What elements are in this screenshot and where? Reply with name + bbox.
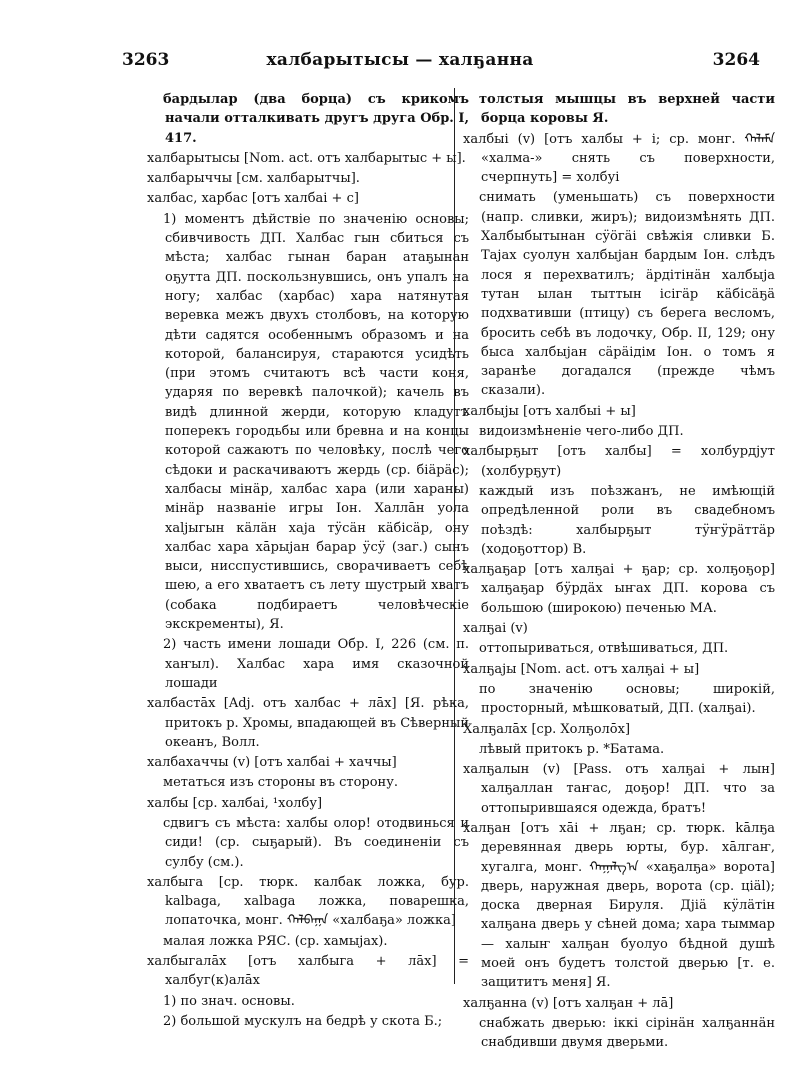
entry-definition: сдвигъ съ мѣста: халбы олор! отодвинься и сиди! (ср. сыҕарый). Въ соединеніи съ сулбу (см.). — [163, 815, 469, 870]
dictionary-entry: халбас, харбас [отъ халбаі + с] — [147, 191, 359, 207]
right-column — [463, 90, 775, 1054]
entry-definition: каждый изъ поѣзжанъ, не имѣющій опредѣленной роли въ свадебномъ поѣздѣ: халбырҕыт тӱҥӱрäттäр (ходоҕоттор) В. — [479, 483, 775, 557]
dictionary-entry: халҕалын (v) [Pass. отъ халҕаі + лын] халҕаллан таҥас, доҕор! ДП. что за оттопырившаяся одежда, братъ! — [463, 762, 775, 816]
page-header — [0, 50, 800, 76]
entry-definition: метаться изъ стороны въ сторону. — [163, 775, 398, 791]
entry-definition: бардылар (два борца) съ крикомъ начали отталкивать другъ друга Обр. І, 417. — [163, 92, 469, 146]
entry-definition: толстыя мышцы въ верхней части борца коровы Я. — [479, 92, 775, 127]
dictionary-entry: Халҕалāх [ср. Холҕолōх] — [463, 721, 631, 737]
dictionary-entry: халҕаі (v) — [463, 621, 528, 637]
left-column — [147, 90, 469, 1032]
running-title: халбарытысы — халҕанна — [266, 50, 534, 70]
entry-definition: снимать (уменьшать) съ поверхности (напр. сливки, жиръ); видоизмѣнять ДП. Халбыбытынан сӱöгäі свѣжія сливки Б. Таjах суолун халбыjан бардым Іон. слѣдъ лося я перехватилъ; äрдітінäн халбыjа тутан ылан тыттын ісігäр кäбісäҕä подхвативши (птицу) съ берега весломъ, бросить себѣ въ лодочку, Обр. II, 129; ону быса халбыjан сäрäідім Іон. о томъ я заранѣе догадался (прежде чѣмъ сказали). — [479, 190, 775, 399]
dictionary-entry: халбыга [ср. тюрк. калбак ложка, бур. kalbaga, xalbaga ложка, поварешка, лопаточка, монг. ᠬᠠᠯᠪᠠᠭᠠ «халбаҕа» ложка] — [147, 874, 469, 929]
dictionary-entry: халҕаҕар [отъ халҕаі + ҕар; ср. холҕоҕор] халҕаҕар бӱрдäх ыҥах ДП. корова съ большою (широкою) печенью МА. — [463, 562, 775, 616]
dictionary-entry: халбыjы [отъ халбыі + ы] — [463, 403, 636, 419]
entry-definition: лѣвый притокъ р. *Батама. — [479, 741, 665, 757]
dictionary-entry: халбарытысы [Nom. act. отъ халбарытыс + ы]. — [147, 150, 466, 166]
dictionary-entry: халбарыччы [см. халбарытчы]. — [147, 171, 360, 187]
dictionary-entry: халбыгалāх [отъ халбыга + лāх] = халбуг(к)алāх — [147, 954, 469, 989]
right-page-number: 3264 — [712, 50, 760, 70]
entry-definition: 2) большой мускулъ на бедрѣ у скота Б.; — [163, 1013, 443, 1029]
dictionary-entry: халҕан [отъ хāі + лҕан; ср. тюрк. kāлҕа деревянная дверь юрты, бур. хāлгаҥ, хугалга, монг. ᠬᠠᠭᠠᠯᠭ᠎ᠠ «хаҕалҕа» ворота] дверь, наружная дверь, ворота (ср. ціäl); доска дверная Бируля. Дjіä кӱлäтін халҕана дверь у сѣней дома; хара тыммар — халыҥ халҕан буолуо бѣдной душѣ моей онъ будетъ толстой дверью [т. е. защититъ меня] Я. — [463, 820, 775, 991]
entry-definition: 1) моментъ дѣйствіе по значенію основы; сбивчивость ДП. Халбас гын сбиться съ мѣста; халбас гынан баран атаҕынан оҕутта ДП. поскользнувшись, онъ упалъ на ногу; халбас (харбас) хара натянутая веревка межъ двухъ столбовъ, на которую дѣти садятся особеннымъ образомъ и на которой, балансируя, стараются усидѣть (при этомъ считаютъ всѣ части коня, ударяя по веревкѣ палочкой); качель въ видѣ длинной жерди, которую кладутъ поперекъ городьбы или бревна и на концы которой сажаютъ по человѣку, послѣ чего сѣдоки и раскачиваютъ жердь (ср. біäрäс); халбасы мінäр, халбас хара (или хараны) мінäр названіе игры Іон. Халлāн уола хаljыгын кäлäн хаjа тӱсäн кäбісäр, ону халбас хара хāрыjан барар ӱсӱ (заг.) сынъ выси, нисспустившись, сворачиваетъ себѣ шею, а его хватаетъ съ лету шустрый хватъ (собака подбираетъ человѣческіе экскременты), Я. — [163, 211, 469, 633]
dictionary-entry: халбырҕыт [отъ халбы] = холбурдjут (холбурҕут) — [463, 444, 775, 479]
entry-definition: 1) по знач. основы. — [163, 993, 295, 1009]
entry-definition: 2) часть имени лошади Обр. І, 226 (см. п. хаҥыл). Халбас хара имя сказочной лошади — [163, 637, 469, 691]
dictionary-entry: халҕанна (v) [отъ халҕан + лā] — [463, 995, 674, 1011]
entry-definition: малая ложка РЯС. (ср. хамыjах). — [163, 933, 388, 949]
dictionary-entry: халбыі (v) [отъ халбы + і; ср. монг. ᠬᠠᠯᠠᠮᠠ «халма-» снять съ поверхности, счерпнуть] = холбуі — [463, 131, 775, 186]
dictionary-entry: халбахаччы (v) [отъ халбаі + хаччы] — [147, 755, 397, 771]
entry-definition: оттопыриваться, отвѣшиваться, ДП. — [479, 641, 729, 657]
dictionary-entry: халбы [ср. халбаі, ¹холбу] — [147, 795, 323, 811]
entry-definition: видоизмѣненіе чего-либо ДП. — [479, 424, 684, 440]
dictionary-entry: халбастāх [Adj. отъ халбас + лāх] [Я. рѣка, притокъ р. Хромы, впадающей въ Сѣверный океанъ, Волл. — [147, 696, 469, 750]
dictionary-entry: халҕаjы [Nom. act. отъ халҕаі + ы] — [463, 661, 700, 677]
left-page-number: 3263 — [122, 50, 170, 70]
entry-definition: снабжать дверью: іккі сірінäн халҕаннäн снабдивши двумя дверьми. — [479, 1015, 775, 1051]
entry-definition: по значенію основы; широкій, просторный, мѣшковатый, ДП. (халҕаі). — [479, 681, 775, 717]
